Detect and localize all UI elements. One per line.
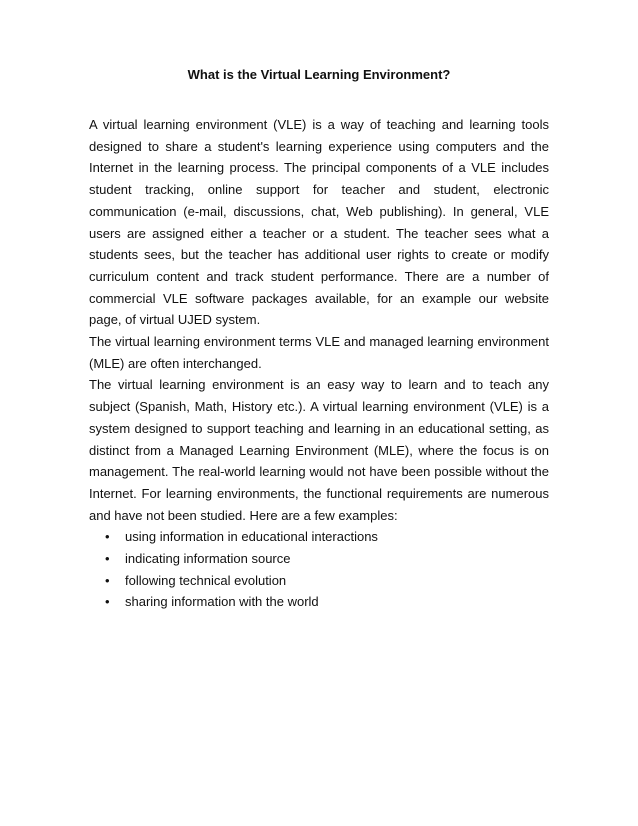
- bullet-icon: •: [105, 594, 110, 610]
- paragraph-terms: The virtual learning environment terms VLE and managed learning environment (MLE) are often interchanged.: [89, 334, 549, 371]
- list-item-text: sharing information with the world: [125, 594, 319, 610]
- list-item-text: using information in educational interactions: [125, 529, 378, 545]
- list-item: [89, 570, 549, 592]
- paragraph-description: The virtual learning environment is an easy way to learn and to teach any subject (Spanish, Math, History etc.). A virtual learning environment (VLE) is a system designed to support teaching and learning in an educational setting, as distinct from a Managed Learning Environment (MLE), where the focus is on management. The real-world learning would not have been possible without the Internet. For learning environments, the functional requirements are numerous and have not been studied. Here are a few examples:: [89, 377, 549, 523]
- examples-list: [89, 526, 549, 613]
- bullet-icon: •: [105, 529, 110, 545]
- document-body: [89, 114, 549, 613]
- bullet-icon: •: [105, 572, 110, 588]
- list-item: [89, 548, 549, 570]
- document-title: What is the Virtual Learning Environment?: [187, 67, 451, 82]
- list-item-text: indicating information source: [125, 551, 291, 567]
- list-item: [89, 526, 549, 548]
- bullet-icon: •: [105, 551, 110, 567]
- paragraph-intro: A virtual learning environment (VLE) is a way of teaching and learning tools designed to share a student's learning experience using computers and the Internet in the learning process. The principal components of a VLE includes student tracking, online support for teacher and student, electronic communication (e-mail, discussions, chat, Web publishing). In general, VLE users are assigned either a teacher or a student. The teacher sees what a students sees, but the teacher has additional user rights to create or modify curriculum content and track student performance. There are a number of commercial VLE software packages available, for an example our website page, of virtual UJED system.: [89, 117, 549, 328]
- list-item-text: following technical evolution: [125, 572, 287, 588]
- list-item: [89, 591, 549, 613]
